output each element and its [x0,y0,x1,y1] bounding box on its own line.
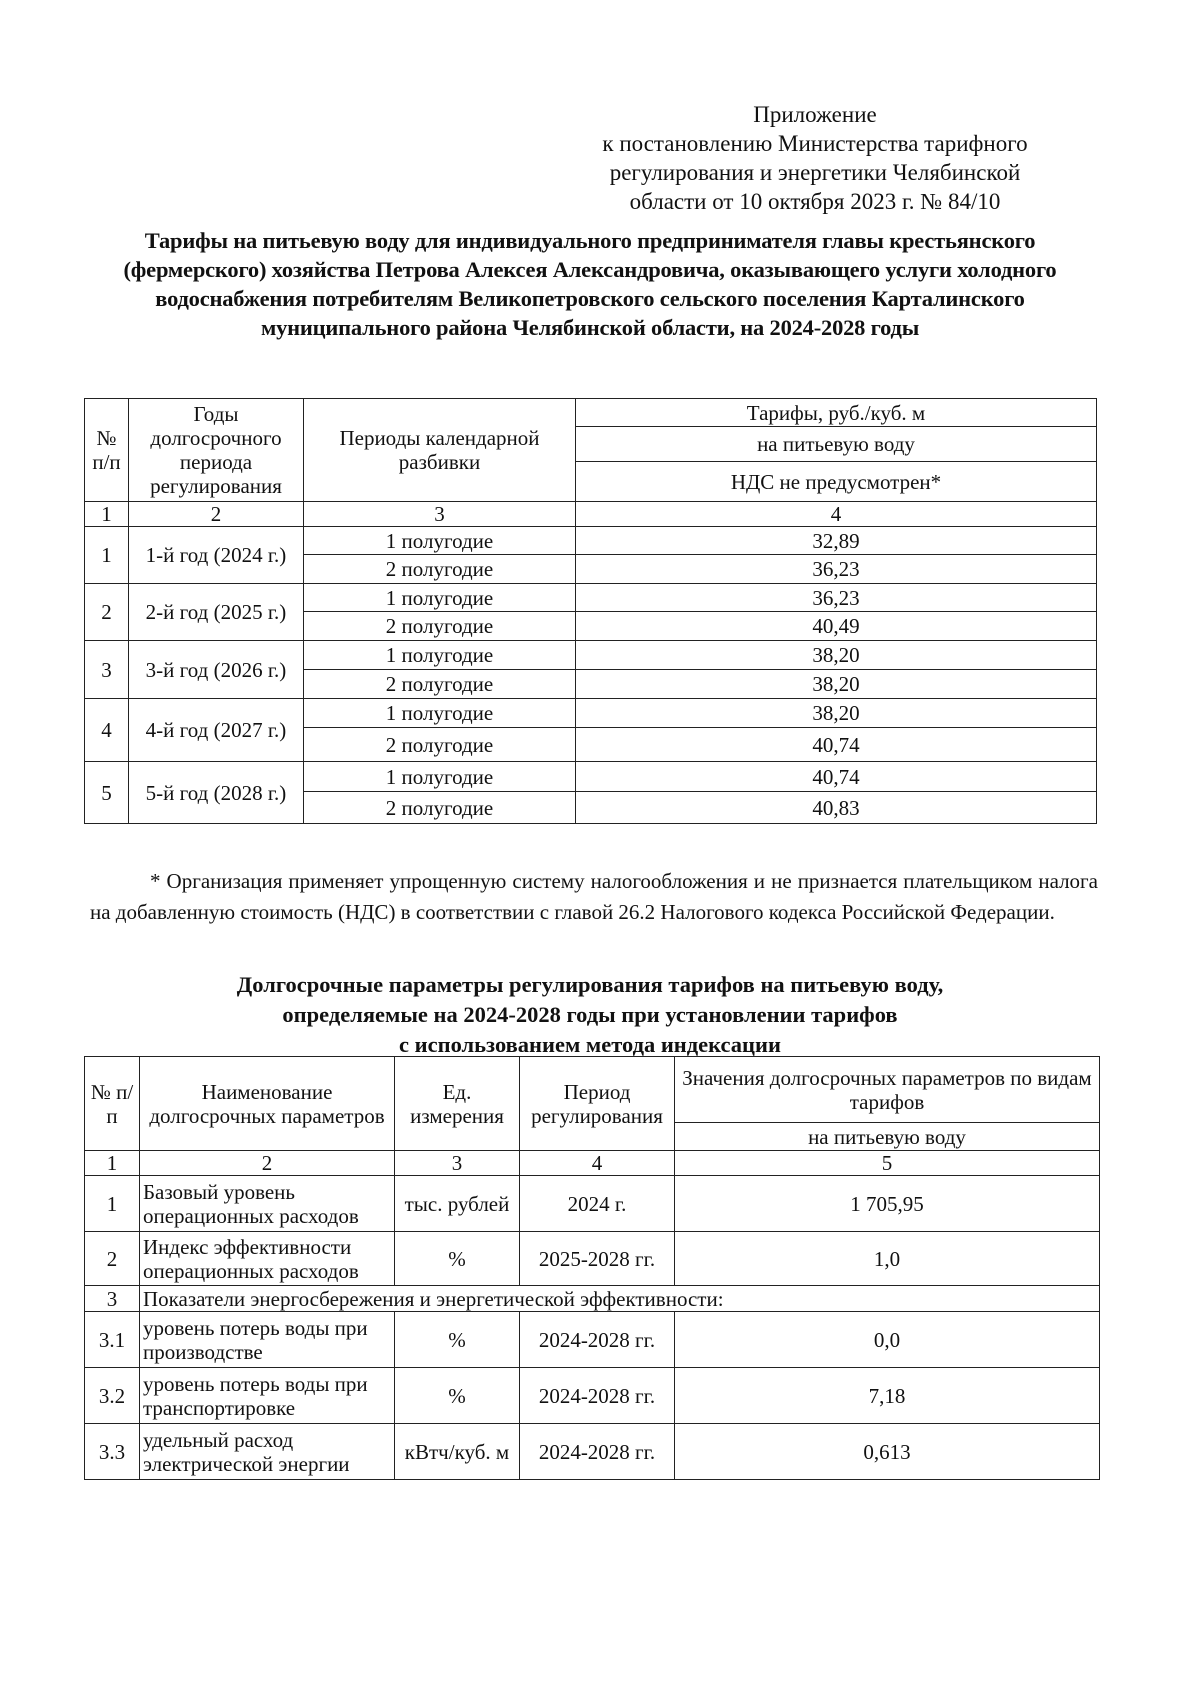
param-value: 7,18 [675,1368,1100,1424]
header-years: Годы долгосрочного периода регулирования [129,399,304,502]
col-number: 4 [576,502,1097,527]
appendix-header [580,100,1050,216]
table-row [85,1176,1100,1232]
tariff-value: 40,74 [576,762,1097,792]
header-tariffs: Тарифы, руб./куб. м [576,399,1097,427]
params-title [100,970,1080,1060]
header-drinking-water: на питьевую воду [675,1123,1100,1151]
param-unit: % [395,1368,520,1424]
param-value: 0,0 [675,1312,1100,1368]
header-name: Наименование долгосрочных параметров [140,1057,395,1151]
col-number: 3 [304,502,576,527]
period-label: 1 полугодие [304,762,576,792]
col-number: 5 [675,1151,1100,1176]
period-label: 2 полугодие [304,670,576,699]
tariff-value: 38,20 [576,699,1097,728]
param-period: 2024 г. [520,1176,675,1232]
row-num: 5 [85,762,129,824]
tariff-value: 36,23 [576,584,1097,612]
tariff-title: Тарифы на питьевую воду для индивидуального предпринимателя главы крестьянского (фермерского) хозяйства Петрова Алексея Александровича, оказывающего услуги холодного водоснабжения потребителям Великопетровского сельского поселения Карталинского муниципального района Челябинской области, на 2024-2028 годы [123,228,1057,340]
param-value: 1,0 [675,1232,1100,1286]
header-period: Период регулирования [520,1057,675,1151]
row-num: 3 [85,1286,140,1312]
tariff-value: 36,23 [576,555,1097,584]
group-label: Показатели энергосбережения и энергетической эффективности: [140,1286,1100,1312]
param-unit: тыс. рублей [395,1176,520,1232]
row-year: 5-й год (2028 г.) [129,762,304,824]
param-name: уровень потерь воды при транспортировке [140,1368,395,1424]
params-title-line: с использованием метода индексации [399,1032,781,1057]
col-number: 2 [129,502,304,527]
table-row [85,762,1097,792]
row-num: 3.3 [85,1424,140,1480]
table-row [85,584,1097,612]
period-label: 1 полугодие [304,584,576,612]
header-unit: Ед. измерения [395,1057,520,1151]
period-label: 2 полугодие [304,555,576,584]
table-row [85,1424,1100,1480]
header-vat: НДС не предусмотрен* [576,462,1097,502]
row-num: 2 [85,1232,140,1286]
param-unit: % [395,1312,520,1368]
row-num: 4 [85,699,129,762]
period-label: 1 полугодие [304,641,576,670]
table-row [85,699,1097,728]
tariff-value: 40,83 [576,792,1097,824]
params-title-line: Долгосрочные параметры регулирования тарифов на питьевую воду, [236,972,944,997]
param-value: 0,613 [675,1424,1100,1480]
param-unit: кВтч/куб. м [395,1424,520,1480]
row-year: 3-й год (2026 г.) [129,641,304,699]
params-title-line: определяемые на 2024-2028 годы при установлении тарифов [282,1002,898,1027]
param-period: 2024-2028 гг. [520,1312,675,1368]
table-row [85,1232,1100,1286]
header-values: Значения долгосрочных параметров по видам тарифов [675,1057,1100,1123]
param-value: 1 705,95 [675,1176,1100,1232]
period-label: 2 полугодие [304,728,576,762]
param-name: Базовый уровень операционных расходов [140,1176,395,1232]
period-label: 1 полугодие [304,699,576,728]
param-name: уровень потерь воды при производстве [140,1312,395,1368]
table-row [85,527,1097,555]
table-row [85,1368,1100,1424]
period-label: 2 полугодие [304,792,576,824]
footnote-text: * Организация применяет упрощенную систему налогообложения и не признается плательщиком налога на добавленную стоимость (НДС) в соответствии с главой 26.2 Налогового кодекса Российской Федерации. [90,869,1098,924]
col-number: 1 [85,1151,140,1176]
table-row [85,1312,1100,1368]
param-period: 2024-2028 гг. [520,1424,675,1480]
col-number: 1 [85,502,129,527]
tariff-table [84,398,1097,824]
param-name: Индекс эффективности операционных расходов [140,1232,395,1286]
param-period: 2025-2028 гг. [520,1232,675,1286]
row-year: 4-й год (2027 г.) [129,699,304,762]
tariff-value: 32,89 [576,527,1097,555]
row-num: 2 [85,584,129,641]
row-year: 2-й год (2025 г.) [129,584,304,641]
header-periods: Периоды календарной разбивки [304,399,576,502]
header-num: № п/п [85,1057,140,1151]
params-table [84,1056,1100,1480]
param-name: удельный расход электрической энергии [140,1424,395,1480]
param-unit: % [395,1232,520,1286]
row-num: 1 [85,1176,140,1232]
period-label: 2 полугодие [304,612,576,641]
header-drinking-water: на питьевую воду [576,427,1097,462]
table-row [85,641,1097,670]
row-num: 3.2 [85,1368,140,1424]
row-num: 1 [85,527,129,584]
col-number: 2 [140,1151,395,1176]
col-number: 3 [395,1151,520,1176]
tariff-value: 40,49 [576,612,1097,641]
header-num: № п/п [85,399,129,502]
appendix-label: Приложение [753,102,877,127]
row-year: 1-й год (2024 г.) [129,527,304,584]
appendix-ref-line: к постановлению Министерства тарифного [602,131,1028,156]
period-label: 1 полугодие [304,527,576,555]
col-number: 4 [520,1151,675,1176]
vat-footnote [90,866,1098,928]
tariff-value: 38,20 [576,670,1097,699]
param-period: 2024-2028 гг. [520,1368,675,1424]
row-num: 3 [85,641,129,699]
tariff-value: 38,20 [576,641,1097,670]
tariff-value: 40,74 [576,728,1097,762]
appendix-ref-line: регулирования и энергетики Челябинской [609,160,1021,185]
table-row-group [85,1286,1100,1312]
appendix-ref-line: области от 10 октября 2023 г. № 84/10 [629,189,1001,214]
row-num: 3.1 [85,1312,140,1368]
